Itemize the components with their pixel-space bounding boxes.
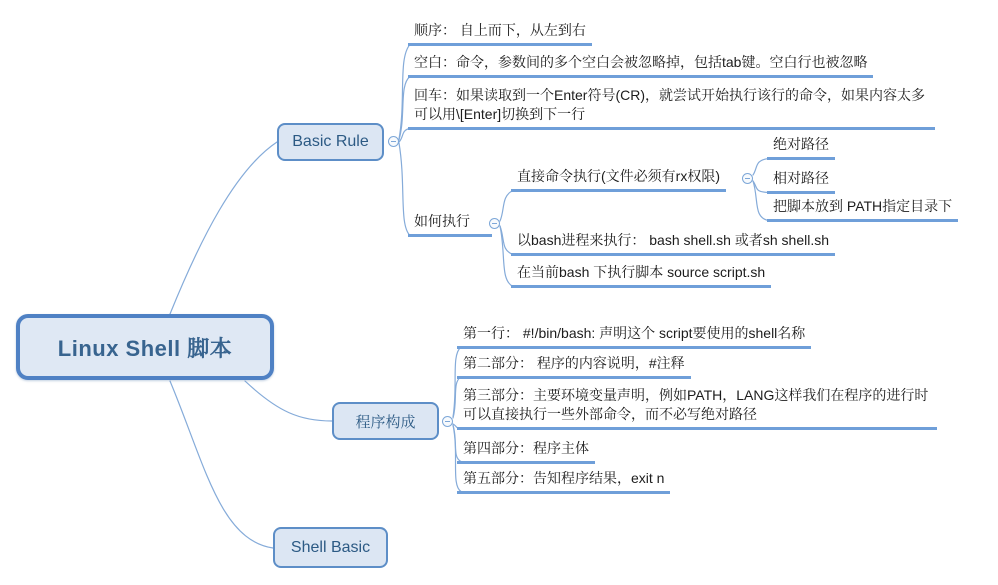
topic-part2[interactable]: 第二部分： 程序的内容说明，#注释 [457,354,691,379]
collapse-toggle-program-structure[interactable] [442,416,453,427]
topic-part5[interactable]: 第五部分：告知程序结果，exit n [457,469,670,494]
collapse-toggle-how-to-run[interactable] [489,218,500,229]
collapse-toggle-basic-rule[interactable] [388,136,399,147]
topic-absolute-path[interactable]: 绝对路径 [767,135,835,160]
minus-icon [492,223,497,224]
topic-whitespace[interactable]: 空白：命令，参数间的多个空白会被忽略掉，包括tab键。空白行也被忽略 [408,53,873,78]
topic-enter[interactable]: 回车：如果读取到一个Enter符号(CR)，就尝试开始执行该行的命令，如果内容太多可以用\[Enter]切换到下一行 [408,86,935,130]
topic-relative-path[interactable]: 相对路径 [767,169,835,194]
topic-current-bash[interactable]: 在当前bash 下执行脚本 source script.sh [511,263,771,288]
topic-direct-exec[interactable]: 直接命令执行(文件必须有rx权限) [511,167,726,192]
topic-first-line[interactable]: 第一行： #!/bin/bash: 声明这个 script要使用的shell名称 [457,324,811,349]
topic-path-dir[interactable]: 把脚本放到 PATH指定目录下 [767,197,958,222]
collapse-toggle-direct-exec[interactable] [742,173,753,184]
topic-part4[interactable]: 第四部分：程序主体 [457,439,595,464]
minus-icon [745,178,750,179]
topic-part3[interactable]: 第三部分：主要环境变量声明，例如PATH，LANG这样我们在程序的进行时可以直接执行一些外部命令，而不必写绝对路径 [457,386,937,430]
topic-program-structure[interactable] [332,402,439,440]
topic-basic-rule[interactable] [277,123,384,161]
minus-icon [445,421,450,422]
root-topic-label: Linux Shell 脚本 [57,335,233,361]
topic-shell-basic[interactable] [273,527,388,568]
topic-program-structure-label: 程序构成 [355,413,416,431]
root-topic[interactable] [16,314,274,380]
topic-shell-basic-label: Shell Basic [290,538,371,556]
topic-basic-rule-label: Basic Rule [292,133,369,150]
topic-how-to-run[interactable]: 如何执行 [408,212,492,237]
topic-order[interactable]: 顺序： 自上而下，从左到右 [408,21,592,46]
minus-icon [391,141,396,142]
topic-bash-process[interactable]: 以bash进程来执行： bash shell.sh 或者sh shell.sh [511,231,835,256]
